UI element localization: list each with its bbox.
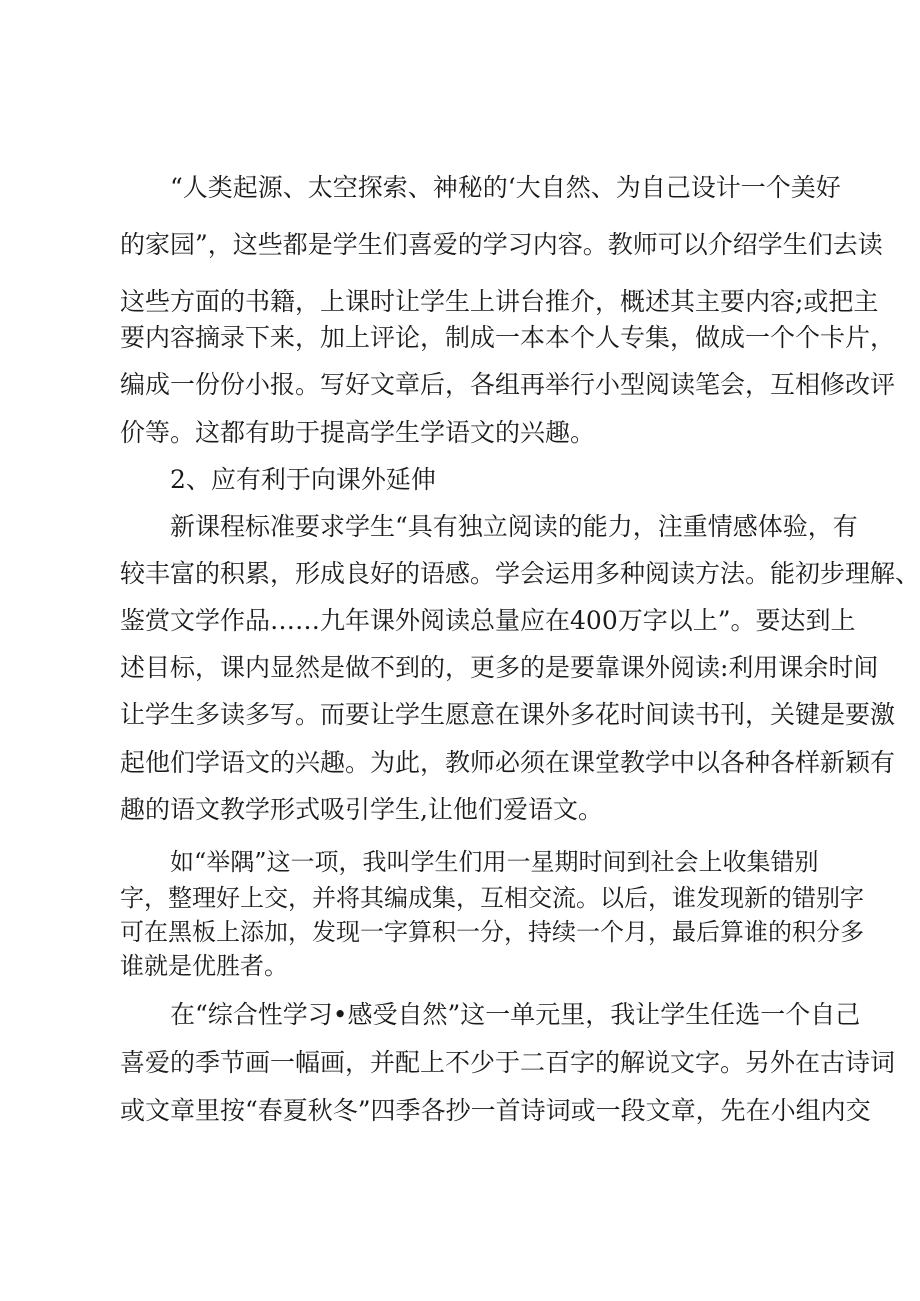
paragraph-1-line-5: 编成一份份小报。写好文章后，各组再举行小型阅读笔会，互相修改评 xyxy=(120,370,896,399)
paragraph-2-line-7: 趣的语文教学形式吸引学生,让他们爱语文。 xyxy=(120,795,603,824)
paragraph-1-line-4: 要内容摘录下来，加上评论，制成一本本个人专集，做成一个个卡片， xyxy=(120,323,896,352)
paragraph-4-line-2: 喜爱的季节画一幅画，并配上不少于二百字的解说文字。另外在古诗词 xyxy=(120,1048,896,1077)
paragraph-2-line-6: 起他们学语文的兴趣。为此，教师必须在课堂教学中以各种各样新颖有 xyxy=(120,748,896,777)
paragraph-3-line-3: 可在黑板上添加，发现一字算积一分，持续一个月，最后算谁的积分多 xyxy=(120,918,864,946)
paragraph-1-line-2: 的家园”，这些都是学生们喜爱的学习内容。教师可以介绍学生们去读 xyxy=(120,230,883,259)
paragraph-4-line-3: 或文章里按“春夏秋冬”四季各抄一首诗词或一段文章，先在小组内交 xyxy=(120,1096,871,1125)
paragraph-1-line-6: 价等。这都有助于提高学生学语文的兴趣。 xyxy=(120,418,596,447)
paragraph-2-line-3: 鉴赏文学作品……九年课外阅读总量应在400万字以上”。要达到上 xyxy=(120,606,856,635)
paragraph-3-line-2: 字，整理好上交，并将其编成集，互相交流。以后，谁发现新的错别字 xyxy=(120,884,864,912)
paragraph-1-line-1: “人类起源、太空探索、神秘的‘大自然、为自己设计一个美好 xyxy=(170,173,841,202)
paragraph-4-line-1: 在“综合性学习•感受自然”这一单元里，我让学生任选一个自己 xyxy=(170,1000,861,1029)
paragraph-2-line-4: 述目标，课内显然是做不到的，更多的是要靠课外阅读:利用课余时间 xyxy=(120,653,879,682)
paragraph-3-line-4: 谁就是优胜者。 xyxy=(120,952,288,980)
paragraph-1-line-3: 这些方面的书籍，上课时让学生上讲台推介，概述其主要内容;或把主 xyxy=(120,287,879,316)
section-heading-2: 2、应有利于向课外延伸 xyxy=(170,465,436,494)
paragraph-2-line-2: 较丰富的积累，形成良好的语感。学会运用多种阅读方法。能初步理解、 xyxy=(120,559,920,588)
paragraph-2-line-5: 让学生多读多写。而要让学生愿意在课外多花时间读书刊，关键是要激 xyxy=(120,700,896,729)
paragraph-2-line-1: 新课程标准要求学生“具有独立阅读的能力，注重情感体验，有 xyxy=(170,512,858,541)
paragraph-3-line-1: 如“举隅”这一项，我叫学生们用一星期时间到社会上收集错别 xyxy=(170,848,819,876)
